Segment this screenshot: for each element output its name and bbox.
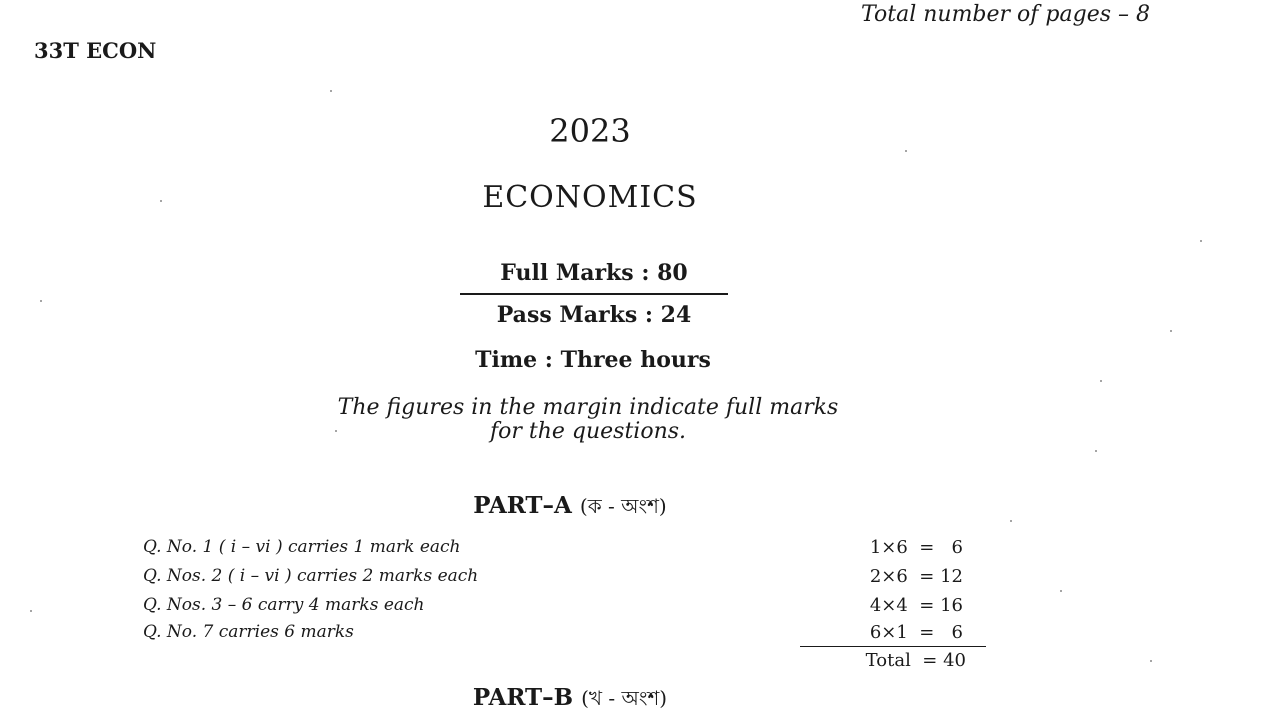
page-count: Total number of pages – 8 — [861, 2, 1150, 27]
part-b-subtitle: (খ - অংশ) — [581, 686, 668, 710]
marks-row-text: Q. No. 7 carries 6 marks — [143, 622, 354, 642]
marks-row-text: Q. Nos. 2 ( i – vi ) carries 2 marks each — [143, 566, 479, 586]
marks-row — [143, 566, 963, 595]
part-a-subtitle: (ক - অংশ) — [579, 494, 667, 518]
part-a-title: PART–A — [473, 492, 572, 519]
pass-marks: Pass Marks : 24 — [496, 302, 692, 328]
marks-row — [143, 595, 963, 624]
marks-instruction — [0, 396, 1176, 444]
marks-row-text: Q. Nos. 3 – 6 carry 4 marks each — [143, 595, 425, 615]
marks-total — [800, 646, 986, 675]
instruction-line-2: for the questions. — [489, 419, 687, 444]
part-a-heading — [0, 492, 1140, 525]
full-marks: Full Marks : 80 — [460, 253, 728, 295]
marks-row-text: Q. No. 1 ( i – vi ) carries 1 mark each — [143, 537, 461, 557]
marks-row-calc: 4×4 = 16 — [869, 595, 963, 616]
paper-code: 33T ECON — [34, 38, 157, 63]
part-b-title: PART–B — [472, 684, 574, 711]
marks-row-calc: 6×1 = 6 — [869, 622, 963, 643]
marks-row-calc: 1×6 = 6 — [869, 537, 963, 558]
marks-block — [460, 253, 728, 335]
subject-title: ECONOMICS — [482, 180, 698, 215]
marks-total-value: Total = 40 — [865, 650, 966, 671]
exam-time: Time : Three hours — [475, 347, 711, 373]
marks-row-calc: 2×6 = 12 — [869, 566, 963, 587]
exam-year: 2023 — [549, 112, 631, 150]
part-b-heading — [0, 684, 1140, 717]
marks-row — [143, 537, 963, 566]
instruction-line-1: The figures in the margin indicate full marks — [337, 395, 839, 420]
